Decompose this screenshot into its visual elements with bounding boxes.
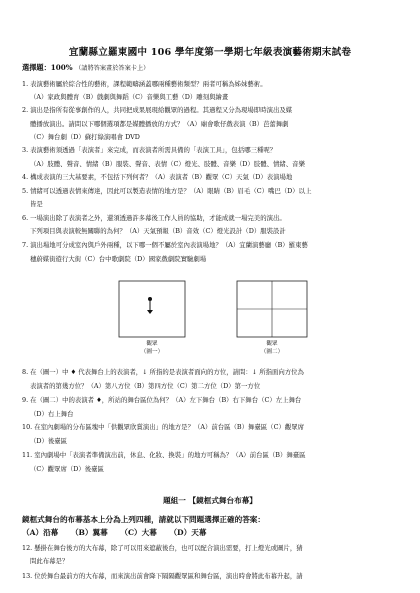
figure-1-caption: （圖一） <box>140 349 164 355</box>
stage-diagram-figure-2 <box>236 280 308 338</box>
question-9-line2: （D）右上舞台 <box>30 410 74 418</box>
question-3-options: （A）肢體、聲音、情緒（B）服裝、聲音、表情（C）燈光、肢體、音樂（D）肢體、情緒、音樂 <box>30 160 305 168</box>
question-10: 10. 在室內劇場的分布區塊中「供觀眾欣賞演出」的地方是？（A）前台區（B）舞臺區（C）觀眾席 <box>22 423 305 431</box>
figure-2-caption: （圖二） <box>260 349 284 355</box>
section-note: （請將答案畫於答案卡上） <box>75 65 150 72</box>
question-11-line2: （C）觀眾席（D）後臺區 <box>30 465 104 473</box>
question-7: 7. 演出場地可分成室內與戶外兩種，以下哪一個不屬於室內表演場地？（A）宜蘭演藝廳（B）羅東藝 <box>22 241 308 249</box>
question-9: 9. 在（圖二）中的表演者 ♦，所站的舞台區位為何？（A）左下舞台（B）右下舞台（C）左上舞台 <box>22 396 302 404</box>
question-4: 4. 構成表演的三大基要素，不包括下列何者？（A）表演者（B）觀眾（C）天氣（D）表演場地 <box>22 173 293 181</box>
group-1-option-c: （C）大幕 <box>120 528 157 537</box>
question-2: 2. 演出是指所有從事創作的人，共同把成果展現給觀眾的過程。其過程又分為現場即時演出及媒 <box>22 106 293 114</box>
group-1-intro: 鏡框式舞台的布幕基本上分為上列四種，請就以下問題選擇正確的答案： <box>22 515 265 524</box>
group-1-option-b: （B）翼幕 <box>70 528 108 537</box>
exam-title: 宜蘭縣立羅東國中 106 學年度第一學期七年級表演藝術期末試卷 <box>68 47 352 58</box>
question-1: 1. 表演藝術屬於綜合性的藝術，課程範疇涵蓋哪兩種藝術類型？兩者可稱為姊妹藝術。 <box>22 80 267 88</box>
question-6: 6. 一場演出除了表演者之外，還須透過許多幕後工作人員的協助，才能成就一場完美的演出。 <box>22 214 286 222</box>
question-7-line2: 穗蔚媒街遊行大街（C）台中歌劇院（D）國家戲劇院實驗劇場 <box>30 255 207 263</box>
question-12-line2: 問此布幕是？ <box>30 557 69 565</box>
stage-outline <box>119 281 185 337</box>
question-10-line2: （D）後臺區 <box>30 437 68 445</box>
question-1-options: （A）家政與體育（B）戲劇與舞蹈（C）音樂與工藝（D）雕刻與繪畫 <box>30 93 229 101</box>
section-heading <box>22 64 149 73</box>
section-label: 選擇題：100% <box>22 63 73 72</box>
question-2-line2: 體播放演出。請問以下哪個選項都是媒體播放的方式？（A）廟會歌仔戲表演（B）芭蕾舞劇 <box>30 120 289 128</box>
group-1-option-a: （A）沿幕 <box>22 528 59 537</box>
question-12: 12. 懸掛在舞台後方的大布幕，除了可以用來遮蔽後台，也可以配合演出需要，打上燈光或圖片，猜 <box>22 544 303 552</box>
question-3: 3. 表演藝術須透過「表演者」來完成，而表演者所需具備的「表演工具」，包括哪三種呢？ <box>22 146 277 154</box>
question-5-line2: 皆是 <box>30 200 43 208</box>
question-8: 8. 在（圖一）中 ♦ 代表舞台上的表演者，↓ 所指的是表演者面向的方位，請問：↓ 所指面向方位為 <box>22 368 304 376</box>
group-1-options <box>22 527 216 538</box>
question-13: 13. 位於舞台最前方的大布幕，而來演出前會降下隔隔觀眾區和舞台區，演出時會將此布幕升起，請 <box>22 572 303 580</box>
figure-1-audience-label: 觀眾 <box>146 341 158 347</box>
question-6-line2: 下列項目與表演較無關聯的為何？（A）天氣預報（B）音效（C）燈光設計（D）服裝設計 <box>30 227 286 235</box>
figure-2-audience-label: 觀眾 <box>266 341 278 347</box>
question-2-line3: （C）舞台劇（D）蘇打綠演唱會 DVD <box>30 133 140 141</box>
question-8-line2: 表演者的第幾方位？（A）第八方位（B）第四方位（C）第二方位（D）第一方位 <box>30 382 261 390</box>
question-5: 5. 情緒可以透過表情來傳達，因此可以製造表情的地方是？（A）眼睛（B）眉毛（C）嘴巴（D）以上 <box>22 187 312 195</box>
group-1-title: 題組一 【鏡框式舞台布幕】 <box>163 496 257 505</box>
question-11: 11. 室內劇場中「表演者準備演出前，休息、化妝、換裝」的地方可稱為？（A）前台區（B）舞臺區 <box>22 451 306 459</box>
stage-diagram-figure-1 <box>118 280 186 338</box>
group-1-option-d: （D）天幕 <box>169 528 207 537</box>
